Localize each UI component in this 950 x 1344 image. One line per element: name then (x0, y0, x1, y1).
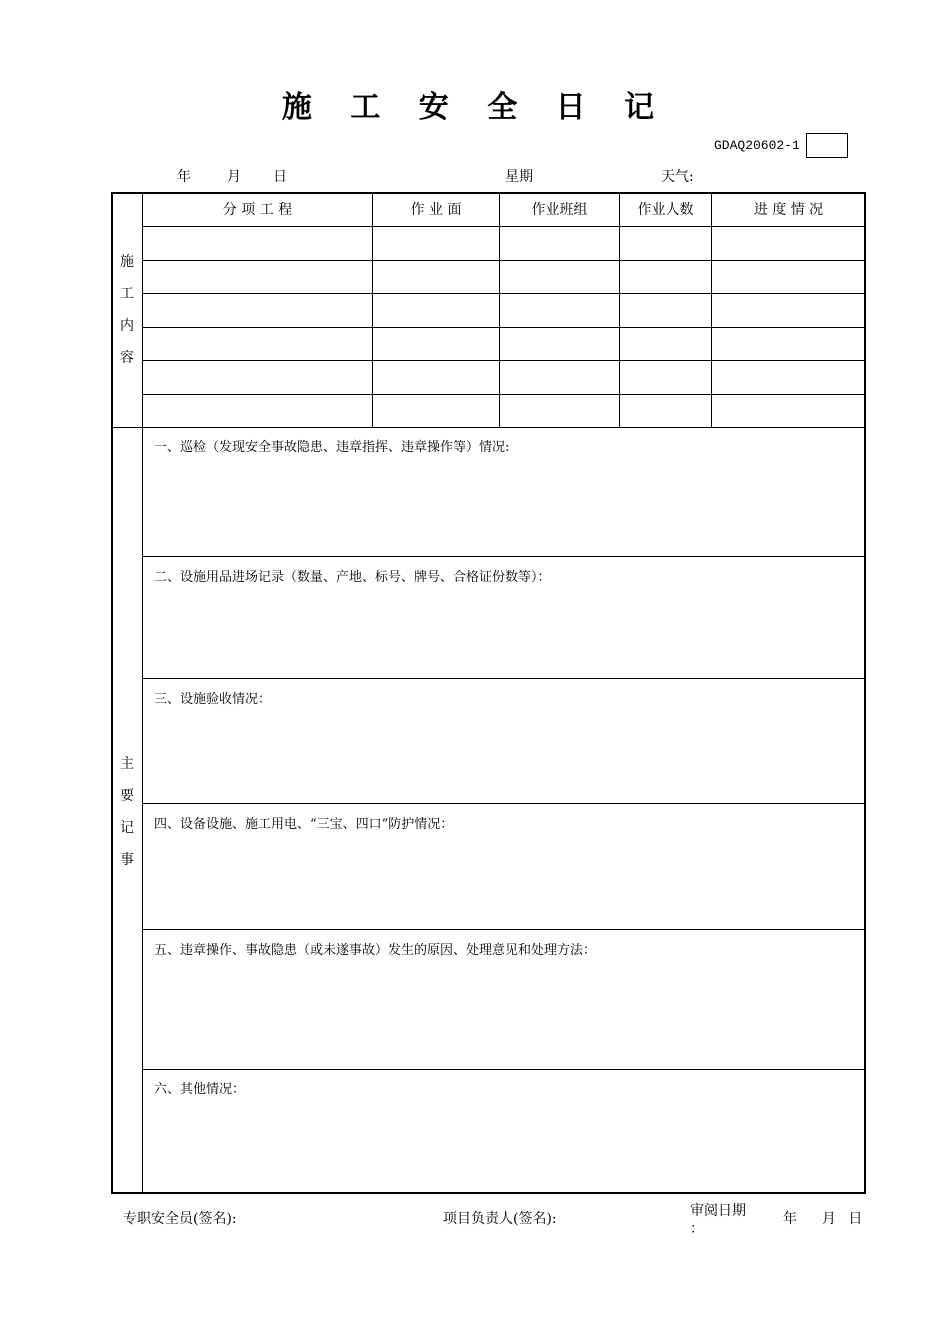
section-divider (143, 678, 865, 679)
date-day-label: 日 (273, 169, 287, 185)
section-inspection: 一、巡检（发现安全事故隐患、违章指挥、违章操作等）情况: (154, 440, 510, 455)
column-divider (499, 193, 500, 427)
col-header-headcount: 作业人数 (637, 202, 694, 218)
section-acceptance: 三、设施验收情况： (154, 692, 272, 707)
section-equipment-protection: 四、设备设施、施工用电、“三宝、四口”防护情况： (154, 817, 454, 832)
weather-label: 天气: (661, 169, 694, 185)
section-divider (143, 803, 865, 804)
column-divider (372, 193, 373, 427)
header-row-line (143, 226, 865, 227)
col-header-work-team: 作业班组 (531, 202, 588, 218)
col-header-work-area: 作 业 面 (410, 202, 462, 218)
column-divider (619, 193, 620, 427)
form-number-box[interactable] (806, 133, 848, 158)
review-date-fields: 年 月 日 (783, 1211, 863, 1227)
row-line (143, 260, 865, 261)
row-line (143, 327, 865, 328)
weekday-label: 星期 (505, 169, 533, 185)
date-year-label: 年 (177, 169, 191, 185)
safety-officer-signature-label: 专职安全员(签名): (123, 1211, 237, 1227)
section-violations: 五、违章操作、事故隐患（或未遂事故）发生的原因、处理意见和处理方法： (154, 943, 597, 958)
page-title: 施 工 安 全 日 记 (281, 90, 669, 125)
review-date-colon: ： (690, 1221, 704, 1237)
column-divider (711, 193, 712, 427)
form-code: GDAQ20602-1 (714, 138, 800, 153)
section-divider (112, 427, 865, 428)
project-leader-signature-label: 项目负责人(签名): (443, 1211, 557, 1227)
construction-side-label: 施工内容 (120, 254, 134, 366)
section-other: 六、其他情况： (154, 1082, 246, 1097)
row-line (143, 293, 865, 294)
review-date-label: 审阅日期 (690, 1203, 746, 1219)
section-material-entry: 二、设施用品进场记录（数量、产地、标号、牌号、合格证份数等）： (154, 570, 551, 585)
date-month-label: 月 (227, 169, 241, 185)
records-side-label: 主要记事 (120, 756, 134, 868)
label-column-divider (142, 193, 143, 1193)
section-divider (143, 556, 865, 557)
row-line (143, 394, 865, 395)
row-line (143, 360, 865, 361)
section-divider (143, 1069, 865, 1070)
col-header-progress: 进 度 情 况 (753, 202, 824, 218)
section-divider (143, 929, 865, 930)
col-header-sub-project: 分 项 工 程 (222, 202, 293, 218)
